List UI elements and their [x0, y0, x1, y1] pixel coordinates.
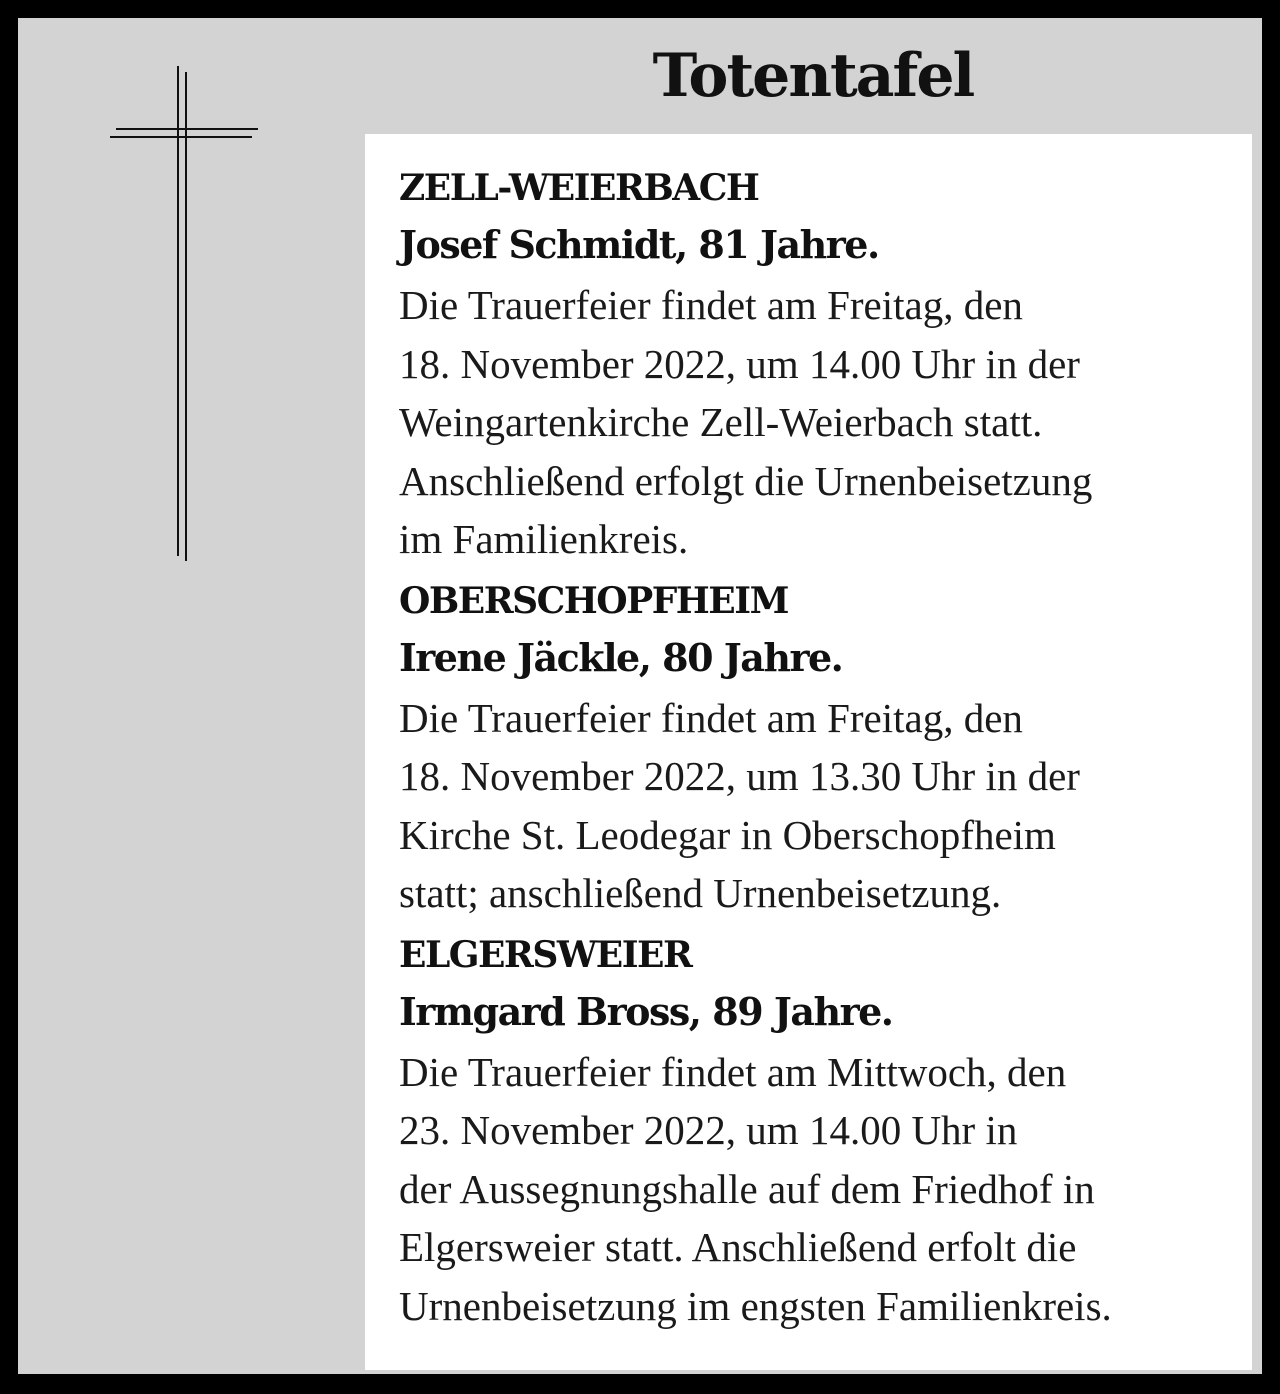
- page-title: Totentafel: [652, 41, 974, 111]
- obituary-entry: [399, 162, 1242, 569]
- entry-text-line: 23. November 2022, um 14.00 Uhr in: [399, 1107, 1018, 1153]
- entry-text-line: 18. November 2022, um 14.00 Uhr in der: [399, 340, 1080, 387]
- entry-text-line: Urnenbeisetzung im engsten Familienkreis.: [399, 1282, 1112, 1329]
- entry-name: Josef Schmidt, 81 Jahre.: [399, 222, 879, 267]
- obituary-list: [365, 134, 1252, 1370]
- entry-place: OBERSCHOPFHEIM: [399, 579, 788, 622]
- entry-text-line: Weingartenkirche Zell-Weierbach statt.: [399, 399, 1043, 445]
- cross-icon: [110, 66, 260, 561]
- entry-name: Irene Jäckle, 80 Jahre.: [399, 634, 843, 680]
- entry-text-line: Anschließend erfolgt die Urnenbeisetzung: [399, 457, 1093, 504]
- entry-text-line: Die Trauerfeier findet am Mittwoch, den: [399, 1048, 1067, 1095]
- entry-text-line: Die Trauerfeier findet am Freitag, den: [399, 282, 1023, 328]
- entry-place: ELGERSWEIER: [399, 933, 692, 976]
- entry-text-line: der Aussegnungshalle auf dem Friedhof in: [399, 1165, 1095, 1212]
- entry-place: ZELL-WEIERBACH: [399, 167, 759, 209]
- entry-text-line: Die Trauerfeier findet am Freitag, den: [399, 694, 1023, 741]
- entry-text-line: Elgersweier statt. Anschließend erfolt die: [399, 1224, 1077, 1270]
- obituary-entry: [399, 575, 1242, 923]
- entry-text-line: statt; anschließend Urnenbeisetzung.: [399, 870, 1002, 916]
- entry-text-line: Kirche St. Leodegar in Oberschopfheim: [399, 811, 1056, 858]
- obituary-entry: [399, 929, 1242, 1336]
- entry-name: Irmgard Bross, 89 Jahre.: [399, 988, 893, 1034]
- entry-text-line: 18. November 2022, um 13.30 Uhr in der: [399, 753, 1080, 799]
- notice-panel: [18, 18, 1262, 1374]
- entry-text-line: im Familienkreis.: [399, 516, 689, 562]
